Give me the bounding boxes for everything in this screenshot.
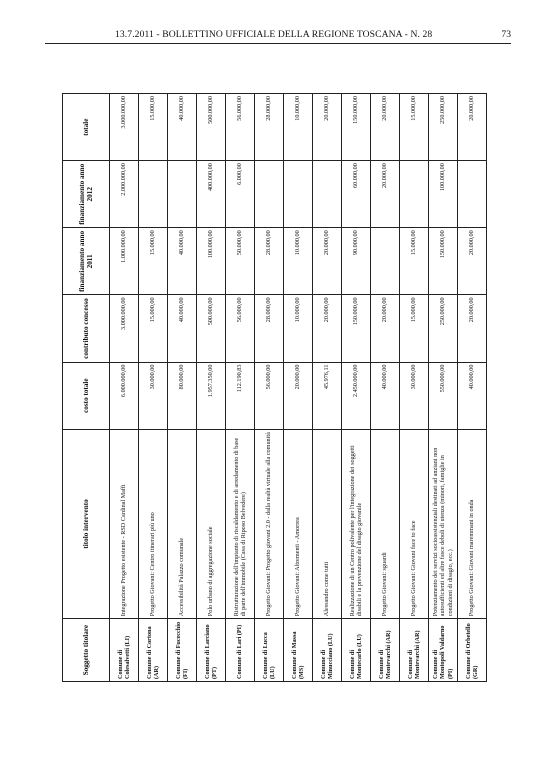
- col-header-contributo: contributo concesso: [63, 295, 110, 362]
- titolo-cell: Progetto Giovani: Centro itinerari più uno: [139, 429, 168, 619]
- table-row: [226, 94, 255, 682]
- page-header: [45, 29, 511, 45]
- contributo-cell: 3.000.000,00: [110, 295, 139, 362]
- table-row: [197, 94, 226, 682]
- fin2011-cell: 150.000,00: [429, 228, 458, 295]
- contributo-cell: 10.000,00: [284, 295, 313, 362]
- page-number: 73: [501, 29, 511, 40]
- fin2011-cell: 90.000,00: [342, 228, 371, 295]
- totale-cell: 56.000,00: [226, 94, 255, 161]
- totale-cell: 28.000,00: [255, 94, 284, 161]
- col-header-titolo: titolo intervento: [63, 429, 110, 619]
- col-header-costo: costo totale: [63, 362, 110, 429]
- titolo-cell: Ristrutturazione dell'impianto di riscaldamento e di arredamento di base di parte dell'immobile (Casa di Riposo Belvedere): [226, 429, 255, 619]
- costo-cell: 80.000,00: [168, 362, 197, 429]
- fin2011-cell: 28.000,00: [255, 228, 284, 295]
- table-row: [342, 94, 371, 682]
- costo-cell: 40.000,00: [458, 362, 487, 429]
- table-row: [400, 94, 429, 682]
- costo-cell: 45.976,11: [313, 362, 342, 429]
- table-row: [371, 94, 400, 682]
- soggetto-cell: Comune di Massa (MS): [284, 619, 313, 682]
- contributo-cell: 20.000,00: [458, 295, 487, 362]
- fin2011-cell: 50.000,00: [226, 228, 255, 295]
- fin2012-cell: [458, 161, 487, 228]
- costo-cell: 30.000,00: [139, 362, 168, 429]
- costo-cell: 30.000,00: [400, 362, 429, 429]
- totale-cell: 15.000,00: [139, 94, 168, 161]
- table-row: [168, 94, 197, 682]
- totale-cell: 250.000,00: [429, 94, 458, 161]
- table-row: [313, 94, 342, 682]
- titolo-cell: Progetto Giovani: sguardi: [371, 429, 400, 619]
- totale-cell: 20.000,00: [313, 94, 342, 161]
- titolo-cell: Progetto Giovani: Giovani maremmani in onda: [458, 429, 487, 619]
- soggetto-cell: Comune di Colesalvetti (LI): [110, 619, 139, 682]
- fin2011-cell: 15.000,00: [139, 228, 168, 295]
- table-row: [255, 94, 284, 682]
- contributo-cell: 15.000,00: [139, 295, 168, 362]
- titolo-cell: Integrazione Progetto esistente - RSD Cardinal Maffi: [110, 429, 139, 619]
- fin2011-cell: 1.000.000,00: [110, 228, 139, 295]
- costo-cell: 112.190,83: [226, 362, 255, 429]
- fin2011-cell: [371, 228, 400, 295]
- costo-cell: 2.450.000,00: [342, 362, 371, 429]
- titolo-cell: Realizzazione di un Centro polivalente per l'integrazione dei soggetti disabili e la prevenzione del disagio giovanile: [342, 429, 371, 619]
- totale-cell: 150.000,00: [342, 94, 371, 161]
- contributo-cell: 150.000,00: [342, 295, 371, 362]
- titolo-cell: Progetto Giovani: Giovani face to face: [400, 429, 429, 619]
- rotated-table-container: [62, 93, 479, 682]
- header-rule: [45, 43, 511, 44]
- col-header-fin2011: finanziamento anno 2011: [63, 228, 110, 295]
- titolo-cell: Potenziamento dei servizi socioassistenziali destinati ad anziani non autosufficienti ed altre fasce deboli di utenza (minori, famiglie in condizioni di disagio, ecc.): [429, 429, 458, 619]
- fin2011-cell: 10.000,00: [284, 228, 313, 295]
- titolo-cell: Accessibilità Palazzo comunale: [168, 429, 197, 619]
- col-header-fin2012: finanziamento anno 2012: [63, 161, 110, 228]
- fin2012-cell: [400, 161, 429, 228]
- totale-cell: 40.000,00: [168, 94, 197, 161]
- table-row: [284, 94, 313, 682]
- soggetto-cell: Comune di Montecarlo (LU): [342, 619, 371, 682]
- titolo-cell: Polo urbano di aggregazione sociale: [197, 429, 226, 619]
- costo-cell: 6.000.000,00: [110, 362, 139, 429]
- funding-table: [62, 93, 487, 682]
- col-header-soggetto: Soggetto titolare: [63, 619, 110, 682]
- fin2012-cell: 2.000.000,00: [110, 161, 139, 228]
- costo-cell: 40.000,00: [371, 362, 400, 429]
- soggetto-cell: Comune di Larciano (PT): [197, 619, 226, 682]
- table-row: [110, 94, 139, 682]
- costo-cell: 550.000,00: [429, 362, 458, 429]
- totale-cell: 3.000.000,00: [110, 94, 139, 161]
- titolo-cell: Alessandro come tutti: [313, 429, 342, 619]
- totale-cell: 15.000,00: [400, 94, 429, 161]
- fin2012-cell: [168, 161, 197, 228]
- fin2012-cell: [284, 161, 313, 228]
- titolo-cell: Progetto Giovani: Altrementi - Amorrea: [284, 429, 313, 619]
- fin2012-cell: 60.000,00: [342, 161, 371, 228]
- fin2011-cell: 100.000,00: [197, 228, 226, 295]
- table-row: [139, 94, 168, 682]
- fin2012-cell: [313, 161, 342, 228]
- fin2011-cell: 20.000,00: [313, 228, 342, 295]
- fin2012-cell: 20.000,00: [371, 161, 400, 228]
- table-row: [458, 94, 487, 682]
- contributo-cell: 250.000,00: [429, 295, 458, 362]
- contributo-cell: 15.000,00: [400, 295, 429, 362]
- contributo-cell: 28.000,00: [255, 295, 284, 362]
- contributo-cell: 20.000,00: [313, 295, 342, 362]
- soggetto-cell: Comune di Cortona (AR): [139, 619, 168, 682]
- fin2012-cell: 6.000,00: [226, 161, 255, 228]
- fin2011-cell: 20.000,00: [458, 228, 487, 295]
- soggetto-cell: Comune di Montopoli Valdarno (PI): [429, 619, 458, 682]
- table-header-row: [63, 94, 110, 682]
- totale-cell: 500.000,00: [197, 94, 226, 161]
- totale-cell: 10.000,00: [284, 94, 313, 161]
- soggetto-cell: Comune di Montevarchi (AR): [400, 619, 429, 682]
- soggetto-cell: Comune di Lucca (LU): [255, 619, 284, 682]
- soggetto-cell: Comune di Montevarchi (AR): [371, 619, 400, 682]
- col-header-totale: totale: [63, 94, 110, 161]
- soggetto-cell: Comune di Lari (PI): [226, 619, 255, 682]
- table-body: [110, 94, 487, 682]
- titolo-cell: Progetto Giovani: Progetto giovani 2.0 - dalla realtà virtuale alla comunità: [255, 429, 284, 619]
- costo-cell: 56.000,00: [255, 362, 284, 429]
- contributo-cell: 56.000,00: [226, 295, 255, 362]
- contributo-cell: 40.000,00: [168, 295, 197, 362]
- totale-cell: 20.000,00: [371, 94, 400, 161]
- costo-cell: 1.957.350,00: [197, 362, 226, 429]
- costo-cell: 20.000,00: [284, 362, 313, 429]
- soggetto-cell: Comune di Fucecchio (FI): [168, 619, 197, 682]
- bulletin-title: 13.7.2011 - BOLLETTINO UFFICIALE DELLA REGIONE TOSCANA - N. 28: [115, 29, 433, 40]
- fin2012-cell: 400.000,00: [197, 161, 226, 228]
- contributo-cell: 20.000,00: [371, 295, 400, 362]
- fin2011-cell: 40.000,00: [168, 228, 197, 295]
- fin2012-cell: [255, 161, 284, 228]
- contributo-cell: 500.000,00: [197, 295, 226, 362]
- fin2012-cell: [139, 161, 168, 228]
- fin2012-cell: 100.000,00: [429, 161, 458, 228]
- totale-cell: 20.000,00: [458, 94, 487, 161]
- soggetto-cell: Comune di Orbetello (GR): [458, 619, 487, 682]
- table-row: [429, 94, 458, 682]
- fin2011-cell: 15.000,00: [400, 228, 429, 295]
- soggetto-cell: Comune di Minucciano (LU): [313, 619, 342, 682]
